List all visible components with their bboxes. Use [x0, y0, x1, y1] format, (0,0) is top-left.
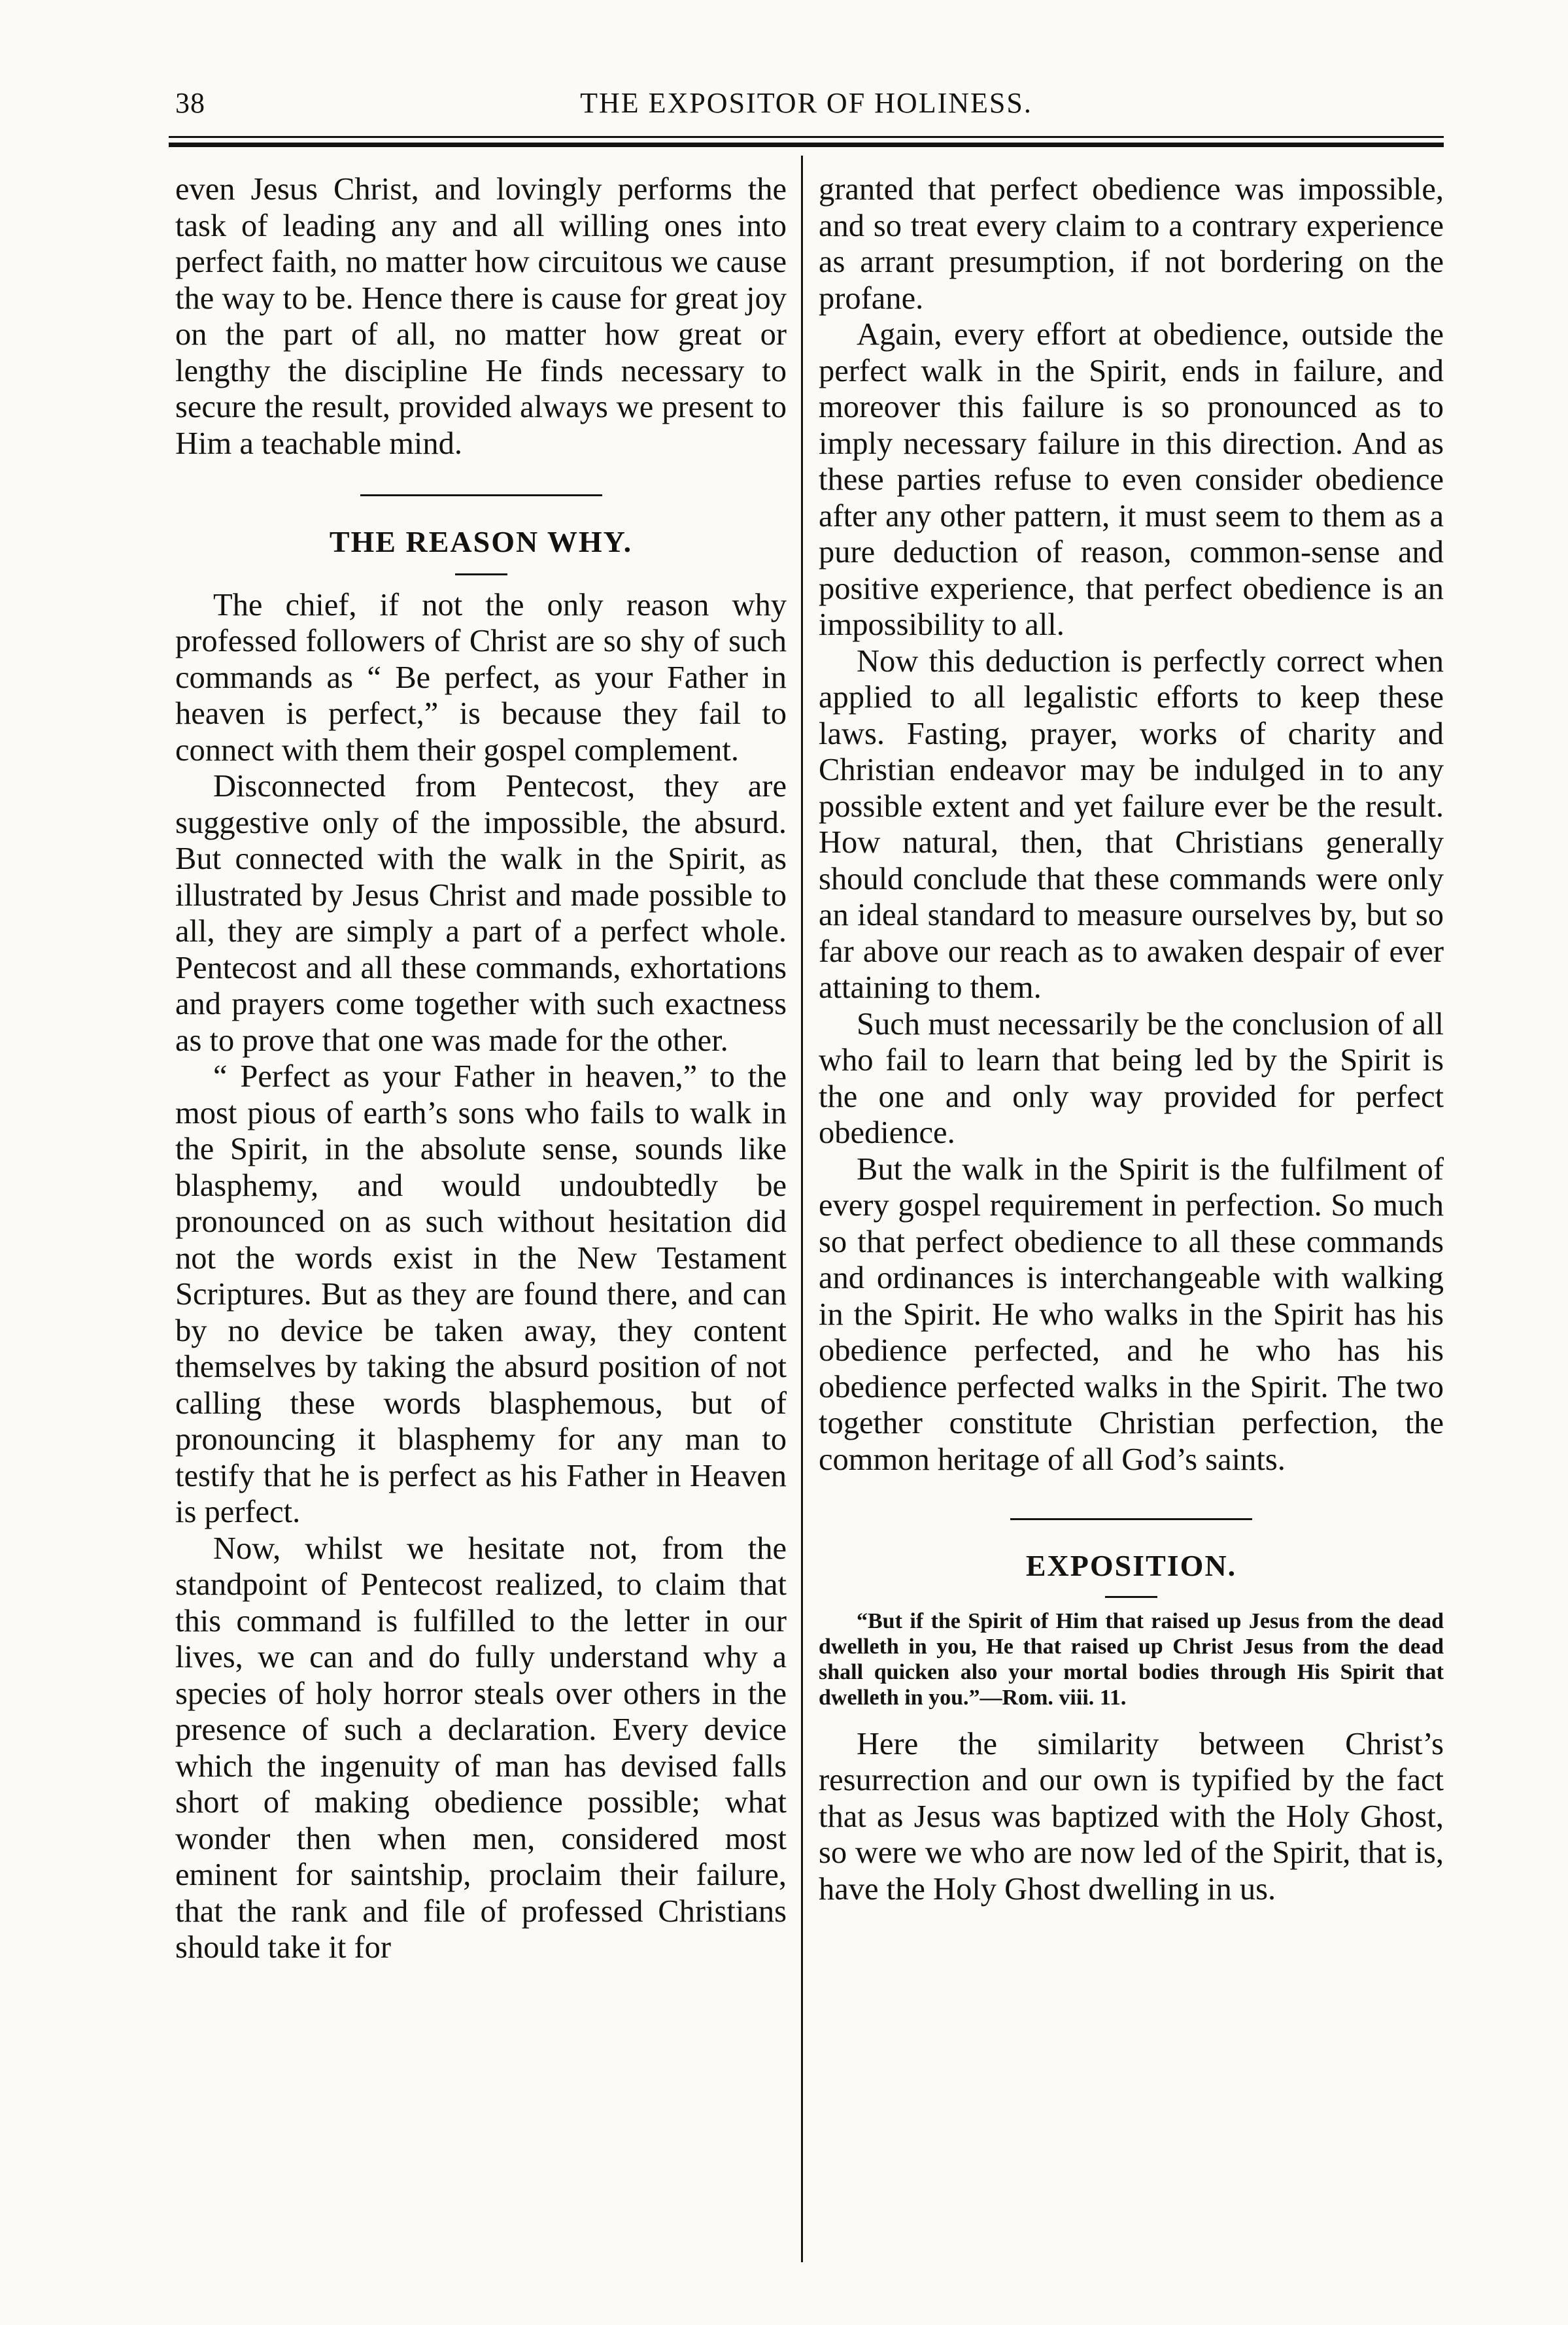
body-paragraph: Again, every effort at obedience, outside the perfect walk in the Spirit, ends in failure, and moreover this failure is so pronounced as to imply necessary failure in this direction. And as these parties refuse to even consider obedience after any other pattern, it must seem to them as a pure deduction of reason, common-sense and positive experience, that perfect obedience is an impossibility to all. [819, 317, 1444, 642]
header-rule-thin [169, 136, 1444, 138]
left-column [175, 171, 787, 1966]
epigraph-text: “But if the Spirit of Him that raised up Jesus from the dead dwelleth in you, He that raised up Christ Jesus from the dead shall quicken also your mortal bodies through His Spirit that dwelleth in you.”— [819, 1608, 1444, 1710]
body-paragraph: Now this deduction is perfectly correct when applied to all legalistic efforts to keep these laws. Fasting, prayer, works of charity and Christian endeavor may be indulged in to any possible extent and yet failure ever be the result. How natural, then, that Christians generally should conclude that these commands were only an ideal standard to measure ourselves by, but so far above our reach as to awaken despair of ever attaining to them. [819, 643, 1444, 1005]
running-title: THE EXPOSITOR OF HOLINESS. [580, 87, 1032, 119]
body-paragraph: Disconnected from Pentecost, they are suggestive only of the impossible, the absurd. But connected with the walk in the Spirit, as illustrated by Jesus Christ and made possible to all, they are simply a part of a perfect whole. Pentecost and all these commands, exhortations and prayers come together with such exactness as to prove that one was made for the other. [175, 769, 787, 1058]
column-divider [801, 156, 803, 2262]
body-paragraph: “ Perfect as your Father in heaven,” to the most pious of earth’s sons who fails to walk in the Spirit, in the absolute sense, sounds like blasphemy, and would undoubtedly be pronounced on as such without hesitation did not the words exist in the New Testament Scriptures. But as they are found there, and can by no device be taken away, they content themselves by taking the absurd position of not calling these words blasphemous, but of pronouncing it blasphemy for any man to testify that he is perfect as his Father in Heaven is perfect. [175, 1059, 787, 1529]
section-heading-reason-why: THE REASON WHY. [329, 525, 633, 558]
closing-paragraph: Here the similarity between Christ’s resurrection and our own is typified by the fact that as Jesus was baptized with the Holy Ghost, so were we who are now led of the Spirit, that is, have the Holy Ghost dwelling in us. [819, 1726, 1444, 1907]
intro-paragraph: even Jesus Christ, and lovingly performs the task of leading any and all willing ones into perfect faith, no matter how circuitous we cause the way to be. Hence there is cause for great joy on the part of all, no matter how great or lengthy the discipline He finds necessary to secure the result, provided always we present to Him a teachable mind. [175, 172, 787, 461]
body-paragraph: Now, whilst we hesitate not, from the standpoint of Pentecost realized, to claim that this command is fulfilled to the letter in our lives, we can and do fully understand why a species of holy horror steals over others in the presence of such a declaration. Every device which the ingenuity of man has devised falls short of making obedience possible; what wonder then when men, considered most eminent for saintship, proclaim their failure, that the rank and file of professed Christians should take it for [175, 1531, 787, 1965]
body-paragraph: granted that perfect obedience was impossible, and so treat every claim to a contrary experience as arrant presumption, if not bordering on the profane. [819, 172, 1444, 316]
body-paragraph: But the walk in the Spirit is the fulfilment of every gospel requirement in perfection. So much so that perfect obedience to all these commands and ordinances is interchangeable with walking in the Spirit. He who walks in the Spirit has his obedience perfected, and he who has his obedience perfected walks in the Spirit. The two together constitute Christian perfection, the common heritage of all God’s saints. [819, 1151, 1444, 1477]
header-rule-thick [169, 143, 1444, 147]
epigraph-reference: Rom. viii. 11. [1002, 1685, 1127, 1710]
body-paragraph: Such must necessarily be the conclusion of all who fail to learn that being led by the Spirit is the one and only way provided for perfect obedience. [819, 1006, 1444, 1150]
page-number: 38 [175, 87, 205, 119]
section-heading-exposition: EXPOSITION. [1025, 1549, 1237, 1582]
body-paragraph: The chief, if not the only reason why professed followers of Christ are so shy of such commands as “ Be perfect, as your Father in heaven is perfect,” is because they fail to connect with them their gospel complement. [175, 587, 787, 768]
page-header [169, 86, 1444, 132]
right-column [819, 171, 1444, 1907]
scripture-epigraph [819, 1608, 1444, 1710]
